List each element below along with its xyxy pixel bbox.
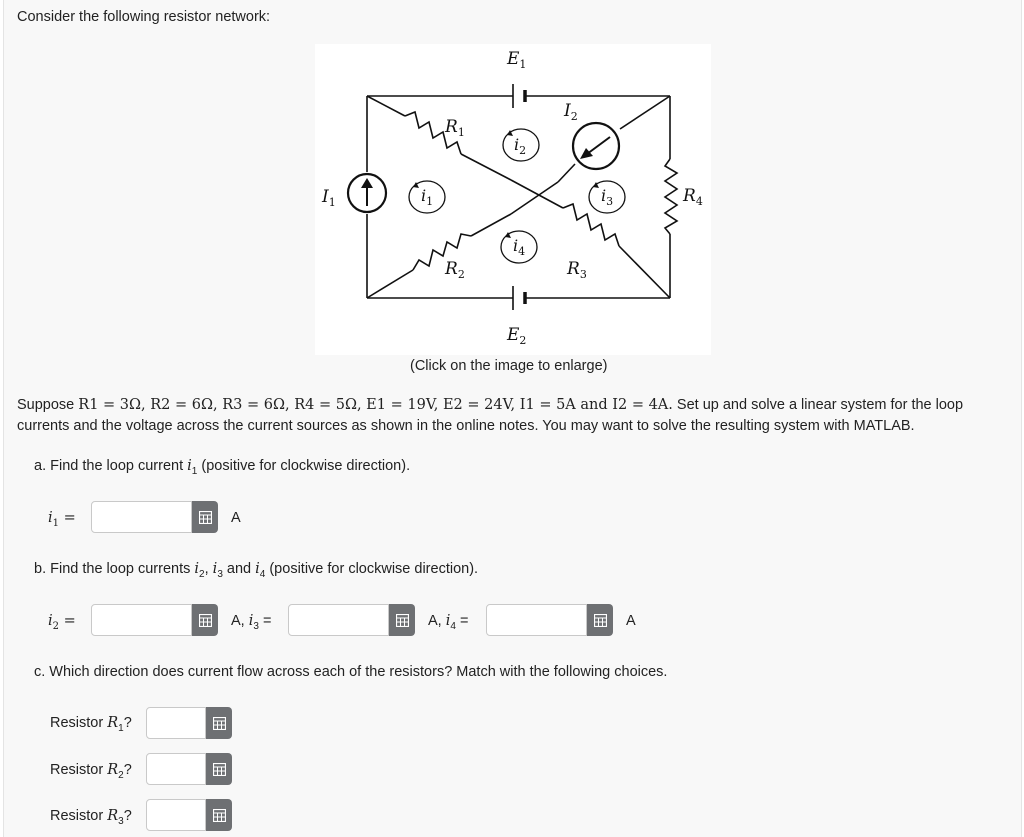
resistor-r3-label: Resistor $R_3$? [50, 808, 132, 827]
part-b-question: b. Find the loop currents $i_2$, $i_3$ and $i_4$ (positive for clockwise direction). [34, 561, 479, 580]
part-a-question: a. Find the loop current $i_1$ (positive for clockwise direction). [34, 458, 411, 477]
label-R3: $R_3$ [567, 259, 587, 281]
arrow-diagonal-icon [580, 137, 610, 159]
i2-unit: A, $i_3$ = [231, 613, 272, 632]
label-i4: $i_4$ [513, 236, 526, 258]
label-i1: $i_1$ [421, 186, 434, 208]
calculator-icon[interactable] [206, 707, 232, 739]
circuit-diagram [315, 44, 711, 355]
calculator-icon[interactable] [206, 753, 232, 785]
label-I2: $I_2$ [564, 101, 578, 123]
circuit-figure[interactable] [315, 44, 711, 355]
resistor-r1-input[interactable] [146, 707, 206, 739]
label-R2: $R_2$ [445, 259, 465, 281]
resistor-r1-label: Resistor $R_1$? [50, 715, 132, 734]
label-E1: $E_1$ [507, 49, 527, 71]
i4-input[interactable] [486, 604, 587, 636]
label-I1: $I_1$ [322, 187, 336, 209]
arrow-up-icon [361, 178, 373, 206]
part-c-question: c. Which direction does current flow across each of the resistors? Match with the following choices. [34, 664, 668, 680]
label-i2: $i_2$ [514, 135, 527, 157]
i3-unit: A, $i_4$ = [428, 613, 469, 632]
calculator-icon[interactable] [192, 501, 218, 533]
given-values: R1 = 3Ω, R2 = 6Ω, R3 = 6Ω, R4 = 5Ω, E1 = 19V, E2 = 24V, I1 = 5A and I2 = 4A. [78, 397, 673, 413]
label-E2: $E_2$ [507, 325, 527, 347]
intro-text: Consider the following resistor network: [17, 9, 271, 25]
i1-unit: A [231, 510, 241, 526]
resistor-r2-input[interactable] [146, 753, 206, 785]
problem-statement: Suppose R1 = 3Ω, R2 = 6Ω, R3 = 6Ω, R4 = 5Ω, E1 = 19V, E2 = 24V, I1 = 5A and I2 = 4A. Set up and solve a linear system for the loop [17, 397, 964, 413]
calculator-icon[interactable] [587, 604, 613, 636]
i2-input[interactable] [91, 604, 192, 636]
calculator-icon[interactable] [206, 799, 232, 831]
calculator-icon[interactable] [389, 604, 415, 636]
label-R4: $R_4$ [683, 186, 703, 208]
resistor-r3-input[interactable] [146, 799, 206, 831]
i3-input[interactable] [288, 604, 389, 636]
resistor-r2-label: Resistor $R_2$? [50, 762, 132, 781]
figure-caption[interactable]: (Click on the image to enlarge) [410, 358, 608, 374]
calculator-icon[interactable] [192, 604, 218, 636]
problem-statement-line2: currents and the voltage across the current sources as shown in the online notes. You may want to solve the resulting system with MATLAB. [17, 418, 915, 434]
label-i3: $i_3$ [601, 186, 614, 208]
i2-label: $i_2$ = [48, 613, 76, 632]
label-R1: $R_1$ [445, 117, 465, 139]
i1-input[interactable] [91, 501, 192, 533]
i1-label: $i_1$ = [48, 510, 76, 529]
i4-unit: A [626, 613, 636, 629]
